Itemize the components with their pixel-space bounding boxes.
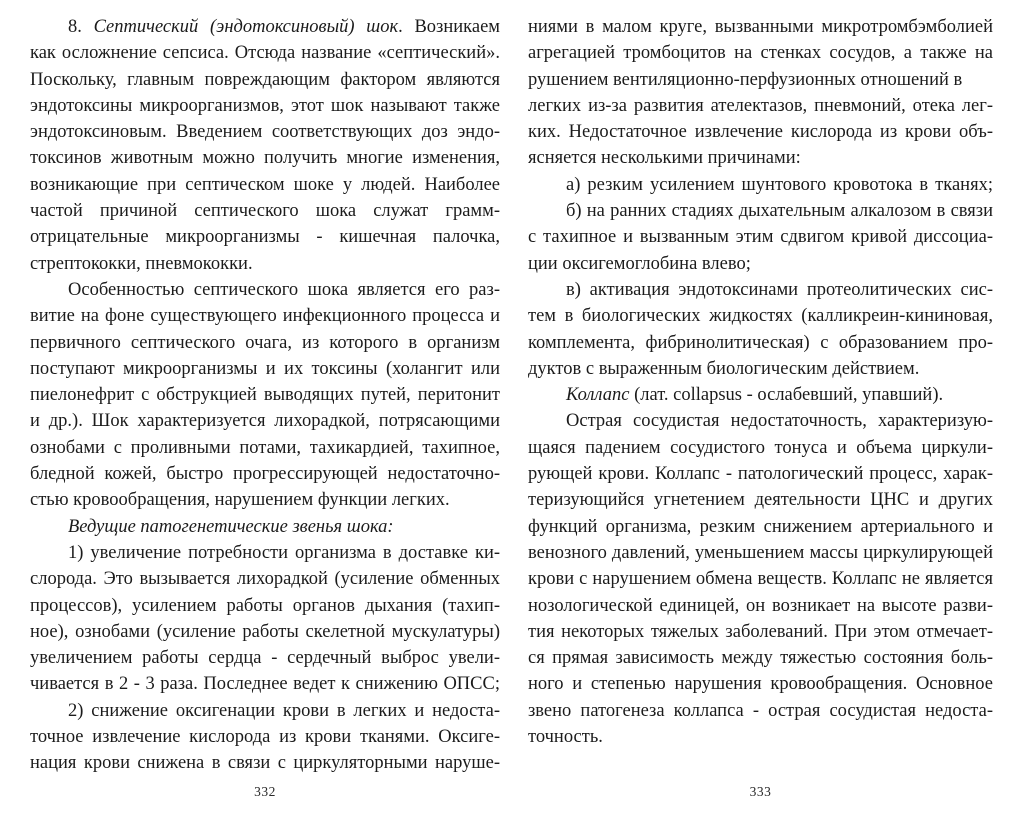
- text-line: с тахипное и вызванным этим сдвигом кривой диссоциа-: [528, 227, 993, 248]
- text-line: чивается в 2 - 3 раза. Последнее ведет к снижению ОПСС;: [30, 674, 500, 695]
- text-line: дуктов с выраженным биологическим действием.: [528, 358, 920, 379]
- text-line: функций организма, резким снижением артериального и: [528, 516, 993, 537]
- text-line: первичного септического очага, из которого в организм: [30, 332, 500, 353]
- text-line: 1) увеличение потребности организма в доставке ки-: [68, 542, 500, 563]
- text-line: Поскольку, главным повреждающим фактором являются: [30, 69, 500, 90]
- text-line: точность.: [528, 727, 603, 748]
- text-line: ясняется несколькими причинами:: [528, 148, 801, 169]
- page-number-right: 333: [749, 784, 772, 799]
- text-line: а) резким усилением шунтового кровотока в тканях;: [566, 174, 993, 195]
- text-line: возникающие при септическом шоке у людей. Наиболее: [30, 174, 500, 195]
- text-line: эндотоксины микроорганизмов, этот шок называют также: [30, 95, 500, 116]
- text-line: эндотоксиновым. Введением соответствующих доз эндо-: [30, 122, 500, 143]
- page-left: [30, 0, 500, 830]
- text-line: ное), ознобами (усиление работы скелетной мускулатуры): [30, 621, 500, 642]
- text-line: крови с нарушением обмена веществ. Коллапс не является: [528, 569, 993, 590]
- text-line: теризующийся угнетением деятельности ЦНС и других: [528, 490, 993, 511]
- page-number-left: 332: [254, 784, 276, 799]
- page-right-text-block: [528, 14, 993, 750]
- text-line: ного и степенью нарушения кровообращения. Основное: [528, 674, 993, 695]
- text-line: звено патогенеза коллапса - острая сосудистая недоста-: [528, 700, 993, 721]
- page-right: [528, 0, 993, 830]
- text-line: отрицательные микроорганизмы - кишечная палочка,: [30, 227, 500, 248]
- page-left-text-block: [30, 14, 500, 777]
- text-line: ознобами с проливными потами, тахикардией, тахипное,: [30, 437, 500, 458]
- text-line: слорода. Это вызывается лихорадкой (усиление обменных: [30, 569, 500, 590]
- text-line: пиелонефрит с обструкцией выводящих путей, перитонит: [30, 385, 500, 406]
- text-line: точное извлечение кислорода из крови тканями. Оксиге-: [30, 727, 500, 748]
- text-line: [30, 514, 500, 540]
- text-line: Особенностью септического шока является его раз-: [68, 279, 500, 300]
- text-line: процессов), усилением работы органов дыхания (тахип-: [30, 595, 500, 616]
- emphasized-text: Септический (эндотоксиновый) шок: [93, 17, 399, 37]
- text-line: агрегацией тромбоцитов на стенках сосудов, а также на: [528, 43, 993, 64]
- emphasized-text: Коллапс: [566, 385, 630, 406]
- text-line: комплемента, фибринолитическая) с образованием про-: [528, 332, 993, 353]
- text-line: Острая сосудистая недостаточность, характеризую-: [566, 411, 993, 432]
- text-line: стью кровообращения, нарушением функции легких.: [30, 490, 450, 511]
- text-line: венозного давлений, уменьшением массы циркулирующей: [528, 542, 993, 563]
- text-segment: . Возникаем: [398, 17, 500, 37]
- text-line: рующей крови. Коллапс - патологический процесс, харак-: [528, 464, 993, 485]
- text-line: в) активация эндотоксинами протеолитических сис-: [566, 279, 993, 300]
- text-line: ся прямая зависимость между тяжестью состояния боль-: [528, 648, 993, 669]
- text-line: рушением вентиляционно-перфузионных отношений в: [528, 69, 963, 90]
- text-line: как осложнение сепсиса. Отсюда название «септический».: [30, 43, 500, 64]
- text-line: б) на ранних стадиях дыхательным алкалозом в связи: [566, 201, 993, 222]
- text-line: и др.). Шок характеризуется лихорадкой, потрясающими: [30, 411, 500, 432]
- text-line: нозологической единицей, он возникает на высоте разви-: [528, 595, 993, 616]
- text-line: тия некоторых тяжелых заболеваний. При этом отмечает-: [528, 621, 993, 642]
- text-line: витие на фоне существующего инфекционного процесса и: [30, 306, 500, 327]
- text-line: [528, 382, 993, 408]
- text-line: нация крови снижена в связи с циркуляторными наруше-: [30, 753, 500, 774]
- text-line: бледной кожей, быстро прогрессирующей недостаточно-: [30, 464, 500, 485]
- text-line: щаяся падением сосудистого тонуса и объема циркули-: [528, 437, 993, 458]
- text-line: частой причиной септического шока служат грамм-: [30, 201, 500, 222]
- emphasized-text: Ведущие патогенетические звенья шока:: [68, 516, 394, 537]
- text-line: [30, 14, 500, 40]
- text-line: ких. Недостаточное извлечение кислорода из крови объ-: [528, 122, 993, 143]
- text-line: стрептококки, пневмококки.: [30, 253, 253, 274]
- text-line: токсинов животным можно получить многие изменения,: [30, 148, 500, 169]
- text-line: тем в биологических жидкостях (калликреин-кининовая,: [528, 306, 993, 327]
- text-line: легких из-за развития ателектазов, пневмоний, отека лег-: [528, 95, 993, 116]
- text-line: 2) снижение оксигенации крови в легких и недоста-: [68, 700, 500, 721]
- text-segment: 8.: [68, 17, 94, 37]
- text-line: поступают микроорганизмы и их токсины (холангит или: [30, 358, 500, 379]
- text-line: ции оксигемоглобина влево;: [528, 253, 751, 274]
- text-line: ниями в малом круге, вызванными микротромбэмболией: [528, 17, 993, 37]
- text-line: увеличением работы сердца - сердечный выброс увели-: [30, 648, 500, 669]
- text-segment: (лат. collapsus - ослабевший, упавший).: [629, 385, 944, 406]
